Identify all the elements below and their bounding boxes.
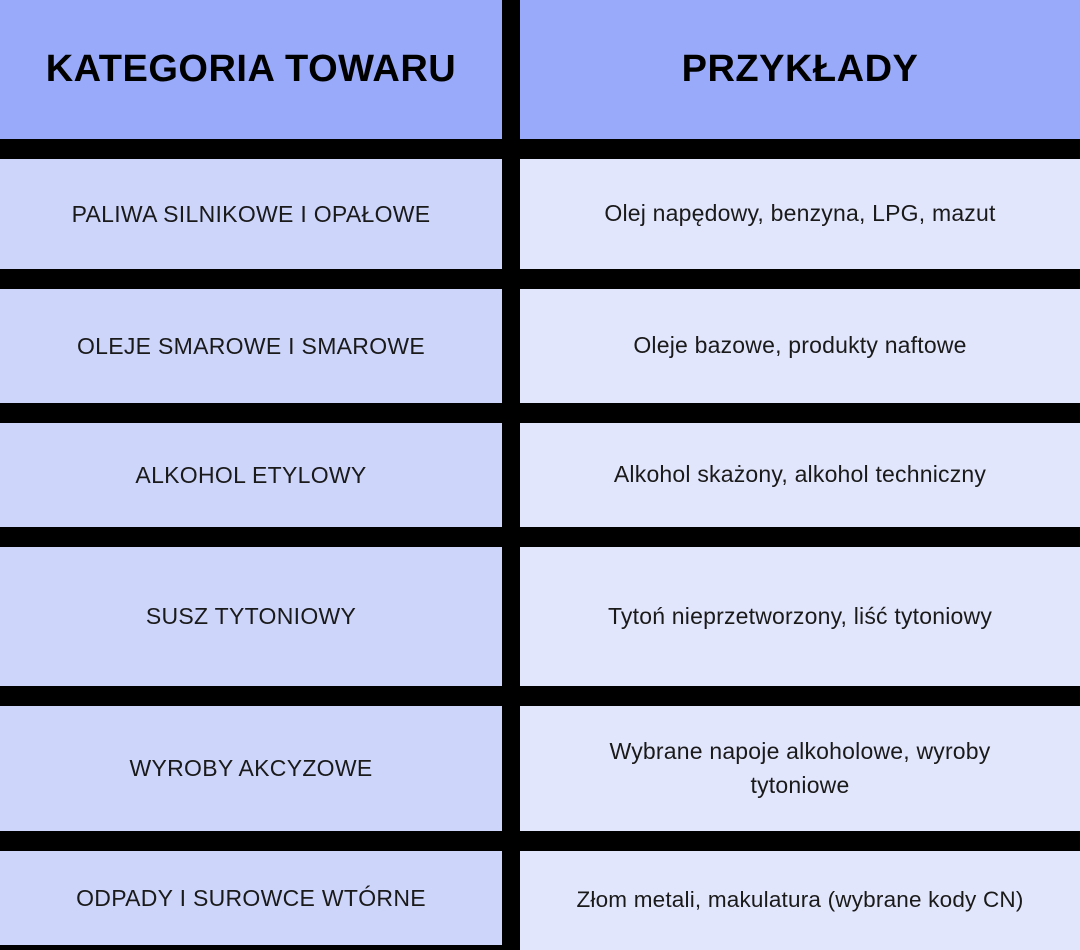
header-cell-category (0, 0, 502, 139)
category-cell-row-6 (0, 851, 502, 945)
examples-label: Wybrane napoje alkoholowe, wyroby tytoniowe (609, 738, 991, 798)
examples-label: Złom metali, makulatura (wybrane kody CN) (576, 887, 1024, 913)
category-label: ODPADY I SUROWCE WTÓRNE (76, 884, 426, 911)
category-label: OLEJE SMAROWE I SMAROWE (76, 332, 426, 359)
examples-cell-row-2 (520, 289, 1080, 403)
examples-label: Alkohol skażony, alkohol techniczny (613, 461, 987, 488)
category-label: PALIWA SILNIKOWE I OPAŁOWE (71, 200, 431, 227)
category-cell-row-3 (0, 423, 502, 527)
header-label-category: KATEGORIA TOWARU (45, 48, 457, 90)
examples-label: Olej napędowy, benzyna, LPG, mazut (604, 200, 996, 227)
category-label: WYROBY AKCYZOWE (129, 755, 373, 781)
header-cell-examples (520, 0, 1080, 139)
examples-label: Tytoń nieprzetworzony, liść tytoniowy (607, 602, 993, 629)
category-label: SUSZ TYTONIOWY (145, 603, 357, 629)
category-cell-row-2 (0, 289, 502, 403)
category-label: ALKOHOL ETYLOWY (135, 461, 367, 488)
examples-cell-row-3 (520, 423, 1080, 527)
examples-cell-row-6 (520, 851, 1080, 950)
examples-cell-row-5 (520, 706, 1080, 831)
examples-cell-row-1 (520, 159, 1080, 269)
header-label-examples: PRZYKŁADY (681, 48, 919, 90)
category-cell-row-5 (0, 706, 502, 831)
examples-label: Oleje bazowe, produkty naftowe (633, 332, 967, 359)
examples-cell-row-4 (520, 547, 1080, 686)
category-cell-row-1 (0, 159, 502, 269)
category-cell-row-4 (0, 547, 502, 686)
